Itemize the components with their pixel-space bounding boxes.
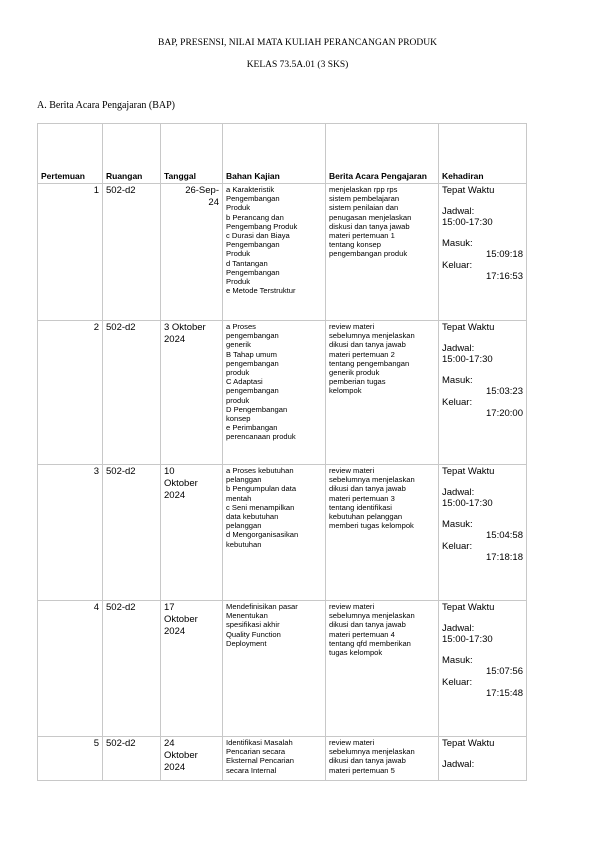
attendance-status: Tepat Waktu (442, 738, 495, 749)
date-cell: 3 Oktober 2024 (161, 321, 223, 465)
room-cell: 502-d2 (103, 465, 161, 601)
header-report: Berita Acara Pengajaran (326, 124, 439, 184)
check-out-time: 17:20:00 (486, 408, 523, 419)
material-cell: Identifikasi Masalah Pencarian secara Eksternal Pencarian secara Internal (223, 737, 326, 781)
check-out-time: 17:18:18 (486, 552, 523, 563)
meeting-number: 5 (38, 737, 103, 781)
date-cell: 24 Oktober 2024 (161, 737, 223, 781)
header-material: Bahan Kajian (223, 124, 326, 184)
document-title: BAP, PRESENSI, NILAI MATA KULIAH PERANCANGAN PRODUK (158, 38, 437, 48)
table-header-row (38, 124, 527, 184)
attendance-status: Tepat Waktu (442, 602, 495, 613)
material-cell: a Proses pengembangan generik B Tahap umum pengembangan produk C Adaptasi pengembangan produk D Pengembangan konsep e Perimbangan perencanaan produk (223, 321, 326, 465)
report-cell: menjelaskan rpp rps sistem pembelajaran sistem penilaian dan penugasan menjelaskan diskusi dan tanya jawab materi pertemuan 1 tentang konsep pengembangan produk (326, 184, 439, 321)
meeting-number: 1 (38, 184, 103, 321)
attendance-status: Tepat Waktu (442, 322, 495, 333)
check-in-time: 15:03:23 (486, 386, 523, 397)
date-cell: 17 Oktober 2024 (161, 601, 223, 737)
attendance-status: Tepat Waktu (442, 466, 495, 477)
check-out-time: 17:15:48 (486, 688, 523, 699)
section-heading: A. Berita Acara Pengajaran (BAP) (37, 100, 176, 111)
date-cell: 10 Oktober 2024 (161, 465, 223, 601)
report-cell: review materi sebelumnya menjelaskan dikusi dan tanya jawab materi pertemuan 4 tentang qfd memberikan tugas kelompok (326, 601, 439, 737)
check-out-time: 17:16:53 (486, 271, 523, 282)
schedule-time: 15:00-17:30 (442, 354, 493, 365)
material-cell: Mendefinisikan pasar Menentukan spesifikasi akhir Quality Function Deployment (223, 601, 326, 737)
table-row (38, 601, 527, 737)
table-row (38, 184, 527, 321)
schedule-time: 15:00-17:30 (442, 217, 493, 228)
check-in-time: 15:07:56 (486, 666, 523, 677)
table-row (38, 321, 527, 465)
table-row (38, 737, 527, 781)
attendance-cell: Tepat Waktu Jadwal: 15:00-17:30 Masuk: 15:04:58 Keluar: 17:18:18 (439, 465, 527, 601)
room-cell: 502-d2 (103, 184, 161, 321)
meeting-number: 2 (38, 321, 103, 465)
bap-table (37, 123, 527, 781)
attendance-cell: Tepat Waktu Jadwal: 15:00-17:30 Masuk: 15:09:18 Keluar: 17:16:53 (439, 184, 527, 321)
room-cell: 502-d2 (103, 321, 161, 465)
header-meeting: Pertemuan (38, 124, 103, 184)
meeting-number: 3 (38, 465, 103, 601)
header-attendance: Kehadiran (439, 124, 527, 184)
meeting-number: 4 (38, 601, 103, 737)
check-in-time: 15:04:58 (486, 530, 523, 541)
report-cell: review materi sebelumnya menjelaskan dikusi dan tanya jawab materi pertemuan 5 (326, 737, 439, 781)
room-cell: 502-d2 (103, 737, 161, 781)
material-cell: a Proses kebutuhan pelanggan b Pengumpulan data mentah c Seni menampilkan data kebutuhan pelanggan d Mengorganisasikan kebutuhan (223, 465, 326, 601)
attendance-cell: Tepat Waktu Jadwal: 15:00-17:30 Masuk: 15:07:56 Keluar: 17:15:48 (439, 601, 527, 737)
report-cell: review materi sebelumnya menjelaskan dikusi dan tanya jawab materi pertemuan 2 tentang pengembangan generik produk pemberian tugas kelompok (326, 321, 439, 465)
schedule-time: 15:00-17:30 (442, 498, 493, 509)
material-cell: a Karakteristik Pengembangan Produk b Perancang dan Pengembang Produk c Durasi dan Biaya Pengembangan Produk d Tantangan Pengembangan Produk e Metode Terstruktur (223, 184, 326, 321)
schedule-time: 15:00-17:30 (442, 634, 493, 645)
table-row (38, 465, 527, 601)
check-in-time: 15:09:18 (486, 249, 523, 260)
header-room: Ruangan (103, 124, 161, 184)
class-subtitle: KELAS 73.5A.01 (3 SKS) (246, 60, 349, 70)
date-cell: 26-Sep- 24 (161, 184, 223, 321)
attendance-status: Tepat Waktu (442, 185, 495, 196)
room-cell: 502-d2 (103, 601, 161, 737)
report-cell: review materi sebelumnya menjelaskan dikusi dan tanya jawab materi pertemuan 3 tentang identifikasi kebutuhan pelanggan memberi tugas kelompok (326, 465, 439, 601)
attendance-cell: Tepat Waktu Jadwal: 15:00-17:30 Masuk: 15:03:23 Keluar: 17:20:00 (439, 321, 527, 465)
attendance-cell: Tepat Waktu Jadwal: (439, 737, 527, 781)
header-date: Tanggal (161, 124, 223, 184)
